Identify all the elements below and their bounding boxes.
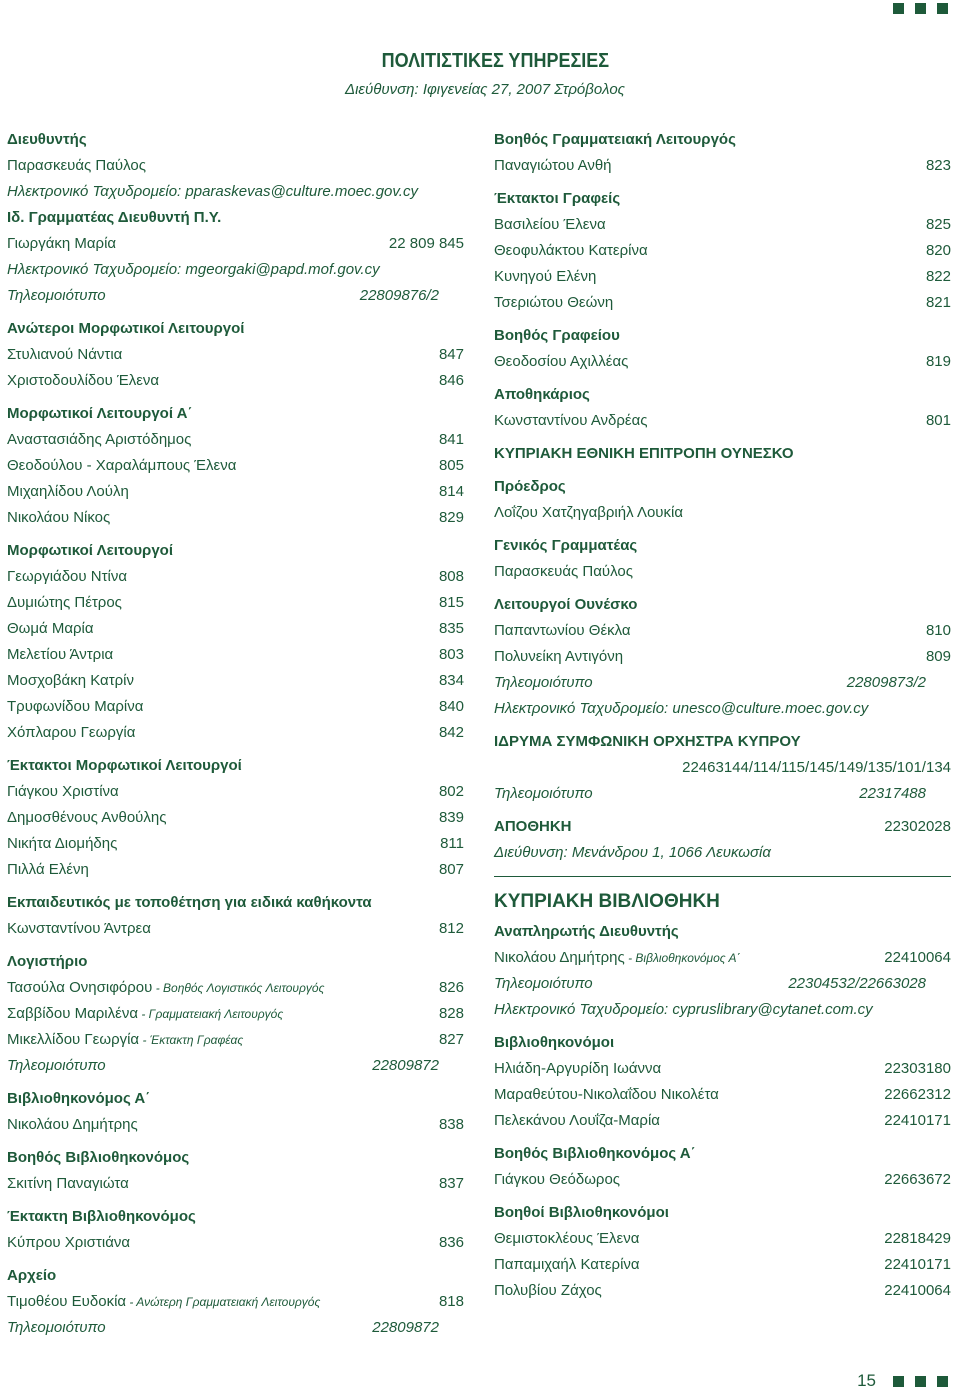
person-name: Πολυβίου Ζάχος xyxy=(494,1282,602,1299)
person-name: Τιμοθέου Ευδοκία - Ανώτερη Γραμματειακή Λειτουργός xyxy=(7,1293,321,1310)
extension: 837 xyxy=(438,1175,464,1192)
page-subtitle: Διεύθυνση: Ιφιγενείας 27, 2007 Στρόβολος xyxy=(345,81,625,98)
orchestra-block xyxy=(494,729,951,807)
unesco-email: Ηλεκτρονικό Ταχυδρομείο: unesco@culture.moec.gov.cy xyxy=(494,700,869,717)
list-item xyxy=(7,1289,464,1315)
list-item xyxy=(494,1226,951,1252)
person-name: Γιωργάκη Μαρία xyxy=(7,235,117,252)
section-block xyxy=(7,316,464,394)
fax-row xyxy=(7,1053,464,1079)
square-icon xyxy=(915,3,926,14)
extension: 828 xyxy=(438,1005,464,1022)
person-name: Νικολάου Δημήτρης - Βιβλιοθηκονόμος Α΄ xyxy=(494,949,741,966)
person-name: Δημοσθένους Ανθούλης xyxy=(7,809,167,826)
person-name: Μοσχοβάκη Κατρίν xyxy=(7,672,135,689)
list-item xyxy=(494,1108,951,1134)
extension: 835 xyxy=(438,620,464,637)
person-name: Νικήτα Διομήδης xyxy=(7,835,118,852)
person-name: Στυλιανού Νάντια xyxy=(7,346,123,363)
person-name: Μαραθεύτου-Νικολαΐδου Νικολέτα xyxy=(494,1086,719,1103)
fax-row xyxy=(494,781,951,807)
director-block xyxy=(7,127,464,205)
list-item xyxy=(494,408,951,434)
warehouse-block xyxy=(494,814,951,866)
section-block xyxy=(7,1086,464,1138)
extension: 22410064 xyxy=(884,1282,951,1299)
list-item xyxy=(7,479,464,505)
square-icon xyxy=(937,3,948,14)
list-item xyxy=(494,212,951,238)
list-item xyxy=(494,290,951,316)
list-item xyxy=(7,779,464,805)
extension: 808 xyxy=(438,568,464,585)
extension: 840 xyxy=(438,698,464,715)
extension: 22663672 xyxy=(884,1171,951,1188)
person-name: Λοΐζου Χατζηγαβριήλ Λουκία xyxy=(494,504,684,521)
extension: 838 xyxy=(438,1116,464,1133)
section-heading: Βοηθός Γραφείου xyxy=(494,327,620,344)
section-heading: Ιδ. Γραμματέας Διευθυντή Π.Υ. xyxy=(7,209,222,226)
fax-number: 22809872 xyxy=(372,1319,439,1336)
archive-block xyxy=(7,1263,464,1341)
extension: 814 xyxy=(438,483,464,500)
square-icon xyxy=(937,1376,948,1387)
person-name: Δυμιώτης Πέτρος xyxy=(7,594,122,611)
section-block xyxy=(7,1145,464,1197)
list-item xyxy=(7,453,464,479)
person-name: Ηλιάδη-Αργυρίδη Ιωάννα xyxy=(494,1060,662,1077)
person-name: Μελετίου Άντρια xyxy=(7,646,114,663)
fax-number: 22317488 xyxy=(859,785,926,802)
role-note: - Γραμματειακή Λειτουργός xyxy=(138,1007,284,1021)
person-name: Αναστασιάδης Αριστόδημος xyxy=(7,431,192,448)
section-block xyxy=(7,1204,464,1256)
extension: 22410171 xyxy=(884,1112,951,1129)
section-heading: Αρχείο xyxy=(7,1267,57,1284)
person-name: Σκιτίνη Παναγιώτα xyxy=(7,1175,129,1192)
orchestra-phones: 22463144/114/115/145/149/135/101/134 xyxy=(682,759,951,776)
section-heading: Μορφωτικοί Λειτουργοί Α΄ xyxy=(7,405,193,422)
section-heading: Πρόεδρος xyxy=(494,478,566,495)
list-item xyxy=(494,644,951,670)
section-heading: Βοηθός Βιβλιοθηκονόμος Α΄ xyxy=(494,1145,696,1162)
section-heading: Αναπληρωτής Διευθυντής xyxy=(494,923,679,940)
extension: 807 xyxy=(438,861,464,878)
extension: 826 xyxy=(438,979,464,996)
list-item xyxy=(494,945,951,971)
section-block xyxy=(7,401,464,531)
director-email: Ηλεκτρονικό Ταχυδρομείο: pparaskevas@culture.moec.gov.cy xyxy=(7,183,418,200)
warehouse-address: Διεύθυνση: Μενάνδρου 1, 1066 Λευκωσία xyxy=(494,844,771,861)
person-name: Πελεκάνου Λουΐζα-Μαρία xyxy=(494,1112,660,1129)
list-item xyxy=(7,642,464,668)
square-icon xyxy=(915,1376,926,1387)
director-name: Παρασκευάς Παύλος xyxy=(7,157,146,174)
unesco-staff-list xyxy=(494,618,951,670)
extension: 821 xyxy=(925,294,951,311)
person-name: Χριστοδουλίδου Έλενα xyxy=(7,372,160,389)
list-item xyxy=(7,427,464,453)
extension: 803 xyxy=(438,646,464,663)
extension: 22818429 xyxy=(884,1230,951,1247)
list-item xyxy=(7,616,464,642)
section-heading: Βιβλιοθηκονόμος Α΄ xyxy=(7,1090,151,1107)
warehouse-row xyxy=(494,814,951,840)
person-name: Χόπλαρου Γεωργία xyxy=(7,724,136,741)
list-item xyxy=(7,1230,464,1256)
fax-number: 22809873/2 xyxy=(846,674,926,691)
extension: 819 xyxy=(925,353,951,370)
section-heading: Έκτακτοι Μορφωτικοί Λειτουργοί xyxy=(7,757,242,774)
extension: 820 xyxy=(925,242,951,259)
person-name: Νικολάου Δημήτρης xyxy=(7,1116,138,1133)
right-sections xyxy=(494,127,951,434)
left-sections xyxy=(7,316,464,942)
section-block xyxy=(494,1141,951,1193)
extension: 847 xyxy=(438,346,464,363)
list-item xyxy=(7,668,464,694)
role-note: - Ανώτερη Γραμματειακή Λειτουργός xyxy=(126,1295,321,1309)
section-heading: Λογιστήριο xyxy=(7,953,88,970)
list-item xyxy=(7,505,464,531)
list-item xyxy=(7,590,464,616)
role-note: - Βιβλιοθηκονόμος Α΄ xyxy=(624,951,741,965)
fax-label: Τηλεομοιότυπο xyxy=(494,674,593,691)
section-block xyxy=(7,753,464,883)
fax-row xyxy=(494,971,951,997)
unesco-staff-block xyxy=(494,592,951,722)
section-heading: Εκπαιδευτικός με τοποθέτηση για ειδικά καθήκοντα xyxy=(7,894,372,911)
section-block xyxy=(494,127,951,179)
list-item xyxy=(7,831,464,857)
person-name: Παναγιώτου Ανθή xyxy=(494,157,612,174)
person-name: Βασιλείου Έλενα xyxy=(494,216,606,233)
extension: 22410171 xyxy=(884,1256,951,1273)
list-item xyxy=(494,1278,951,1304)
unesco-heading: ΚΥΠΡΙΑΚΗ ΕΘΝΙΚΗ ΕΠΙΤΡΟΠΗ ΟΥΝΕΣΚΟ xyxy=(494,445,794,462)
section-block xyxy=(7,890,464,942)
deputy-block xyxy=(494,919,951,1023)
person-name: Παπαντωνίου Θέκλα xyxy=(494,622,631,639)
extension: 836 xyxy=(438,1234,464,1251)
extension: 827 xyxy=(438,1031,464,1048)
list-item xyxy=(494,1082,951,1108)
person-name: Τασούλα Ονησιφόρου - Βοηθός Λογιστικός Λειτουργός xyxy=(7,979,325,996)
page-footer xyxy=(857,1371,948,1391)
section-heading: Μορφωτικοί Λειτουργοί xyxy=(7,542,174,559)
person-name: Σαββίδου Μαριλένα - Γραμματειακή Λειτουργός xyxy=(7,1005,284,1022)
square-icon xyxy=(893,3,904,14)
fax-label: Τηλεομοιότυπο xyxy=(494,975,593,992)
list-item xyxy=(7,857,464,883)
extension: 22662312 xyxy=(884,1086,951,1103)
section-heading: Αποθηκάριος xyxy=(494,386,590,403)
section-block xyxy=(494,1030,951,1134)
section-block xyxy=(7,538,464,746)
library-staff-sections xyxy=(7,1086,464,1256)
section-heading: Βοηθός Βιβλιοθηκονόμος xyxy=(7,1149,190,1166)
list-item xyxy=(7,342,464,368)
section-block xyxy=(494,1200,951,1304)
list-item xyxy=(7,1001,464,1027)
role-note: - Έκτακτη Γραφέας xyxy=(139,1033,244,1047)
fax-label: Τηλεομοιότυπο xyxy=(7,1057,106,1074)
fax-number: 22304532/22663028 xyxy=(788,975,926,992)
extension: 802 xyxy=(438,783,464,800)
section-heading: Διευθυντής xyxy=(7,131,87,148)
person-name: Κωνσταντίνου Άντρεα xyxy=(7,920,151,937)
list-item xyxy=(7,694,464,720)
person-name: Γιάγκου Χριστίνα xyxy=(7,783,119,800)
extension: 818 xyxy=(438,1293,464,1310)
section-heading: Έκτακτοι Γραφείς xyxy=(494,190,621,207)
section-block xyxy=(494,186,951,316)
phone-number: 22 809 845 xyxy=(388,235,464,252)
left-column xyxy=(7,127,464,1348)
list-item xyxy=(7,916,464,942)
list-item xyxy=(7,720,464,746)
section-block xyxy=(494,382,951,434)
extension: 842 xyxy=(438,724,464,741)
person-name: Πιλλά Ελένη xyxy=(7,861,89,878)
list-item xyxy=(494,153,951,179)
list-item xyxy=(494,618,951,644)
section-heading: Γενικός Γραμματέας xyxy=(494,537,638,554)
gensec-block xyxy=(494,533,951,585)
extension: 810 xyxy=(925,622,951,639)
list-item xyxy=(7,1027,464,1053)
person-name: Γιάγκου Θεόδωρος xyxy=(494,1171,621,1188)
person-name: Πολυνείκη Αντιγόνη xyxy=(494,648,624,665)
fax-row xyxy=(7,1315,464,1341)
unesco-block xyxy=(494,441,951,467)
fax-label: Τηλεομοιότυπο xyxy=(7,287,106,304)
person-name: Μικελλίδου Γεωργία - Έκτακτη Γραφέας xyxy=(7,1031,244,1048)
section-heading: Λειτουργοί Ουνέσκο xyxy=(494,596,638,613)
extension: 22303180 xyxy=(884,1060,951,1077)
list-item xyxy=(7,805,464,831)
person-name: Μιχαηλίδου Λούλη xyxy=(7,483,129,500)
list-item xyxy=(7,1112,464,1138)
extension: 815 xyxy=(438,594,464,611)
person-name: Θωμά Μαρία xyxy=(7,620,94,637)
list-item xyxy=(7,1171,464,1197)
person-name: Παπαμιχαήλ Κατερίνα xyxy=(494,1256,640,1273)
person-name: Τρυφωνίδου Μαρίνα xyxy=(7,698,144,715)
fax-label: Τηλεομοιότυπο xyxy=(494,785,593,802)
list-item xyxy=(494,349,951,375)
section-heading: Βιβλιοθηκονόμοι xyxy=(494,1034,615,1051)
list-item xyxy=(494,1167,951,1193)
accounting-block xyxy=(7,949,464,1079)
person-name: Θεμιστοκλέους Έλενα xyxy=(494,1230,640,1247)
person-name: Κωνσταντίνου Ανδρέας xyxy=(494,412,648,429)
page-number: 15 xyxy=(857,1371,876,1390)
extension: 811 xyxy=(440,835,464,852)
fax-row xyxy=(7,283,464,309)
person-name: Κύπρου Χριστιάνα xyxy=(7,1234,131,1251)
fax-row xyxy=(494,670,951,696)
person-name: Νικολάου Νίκος xyxy=(7,509,111,526)
extension: 841 xyxy=(438,431,464,448)
president-block xyxy=(494,474,951,526)
square-icon xyxy=(893,1376,904,1387)
extension: 846 xyxy=(438,372,464,389)
library-title: ΚΥΠΡΙΑΚΗ ΒΙΒΛΙΟΘΗΚΗ xyxy=(494,891,720,912)
extension: 834 xyxy=(438,672,464,689)
fax-label: Τηλεομοιότυπο xyxy=(7,1319,106,1336)
phone-number: 22302028 xyxy=(884,818,951,835)
extension: 825 xyxy=(925,216,951,233)
person-name: Κυνηγού Ελένη xyxy=(494,268,597,285)
list-item xyxy=(7,231,464,257)
page-header xyxy=(0,50,960,98)
section-heading: Βοηθοί Βιβλιοθηκονόμοι xyxy=(494,1204,669,1221)
phone-number: 22410064 xyxy=(884,949,951,966)
section-heading: Βοηθός Γραμματειακή Λειτουργός xyxy=(494,131,736,148)
secretary-block xyxy=(7,205,464,309)
person-name: Θεοδοσίου Αχιλλέας xyxy=(494,353,629,370)
secretary-email: Ηλεκτρονικό Ταχυδρομείο: mgeorgaki@papd.mof.gov.cy xyxy=(7,261,380,278)
section-heading: Ανώτεροι Μορφωτικοί Λειτουργοί xyxy=(7,320,245,337)
list-item xyxy=(494,264,951,290)
divider xyxy=(494,876,951,877)
role-note: - Βοηθός Λογιστικός Λειτουργός xyxy=(152,981,325,995)
extension: 829 xyxy=(438,509,464,526)
warehouse-heading: ΑΠΟΘΗΚΗ xyxy=(494,818,572,835)
extension: 809 xyxy=(925,648,951,665)
extension: 812 xyxy=(438,920,464,937)
person-name: Παρασκευάς Παύλος xyxy=(494,563,633,580)
fax-number: 22809876/2 xyxy=(359,287,439,304)
list-item xyxy=(494,1252,951,1278)
accounting-rows xyxy=(7,975,464,1053)
orchestra-heading: ΙΔΡΥΜΑ ΣΥΜΦΩΝΙΚΗ ΟΡΧΗΣΤΡΑ ΚΥΠΡΟΥ xyxy=(494,733,801,750)
person-name: Θεοδούλου - Χαραλάμπους Έλενα xyxy=(7,457,237,474)
section-heading: Έκτακτη Βιβλιοθηκονόμος xyxy=(7,1208,196,1225)
page-title: ΠΟΛΙΤΙΣΤΙΚΕΣ ΥΠΗΡΕΣΙΕΣ xyxy=(381,50,609,72)
person-name: Γεωργιάδου Ντίνα xyxy=(7,568,128,585)
library-email: Ηλεκτρονικό Ταχυδρομείο: cypruslibrary@cytanet.com.cy xyxy=(494,1001,873,1018)
extension: 839 xyxy=(438,809,464,826)
library-sections xyxy=(494,1030,951,1304)
fax-number: 22809872 xyxy=(372,1057,439,1074)
right-column xyxy=(494,127,951,1311)
person-name: Τσεριώτου Θεώνη xyxy=(494,294,614,311)
extension: 822 xyxy=(925,268,951,285)
top-decoration xyxy=(893,3,948,14)
list-item xyxy=(494,238,951,264)
list-item xyxy=(7,368,464,394)
extension: 805 xyxy=(438,457,464,474)
list-item xyxy=(7,975,464,1001)
section-block xyxy=(494,323,951,375)
list-item xyxy=(494,1056,951,1082)
person-name: Θεοφυλάκτου Κατερίνα xyxy=(494,242,648,259)
extension: 823 xyxy=(925,157,951,174)
extension: 801 xyxy=(925,412,951,429)
list-item xyxy=(7,564,464,590)
